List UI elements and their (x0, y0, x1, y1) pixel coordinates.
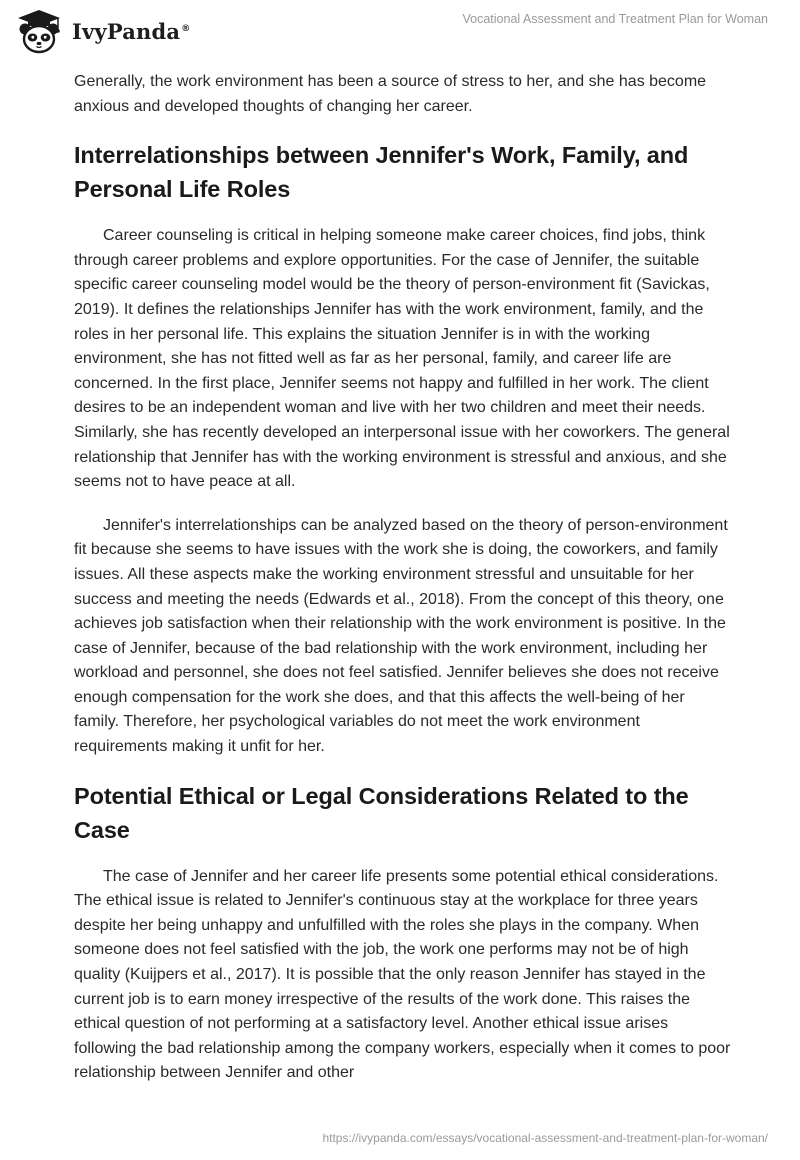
document-title: Vocational Assessment and Treatment Plan for Woman (462, 12, 768, 26)
intro-paragraph: Generally, the work environment has been a source of stress to her, and she has become anxious and developed thoughts of changing her career. (74, 73, 707, 115)
source-url[interactable]: https://ivypanda.com/essays/vocational-assessment-and-treatment-plan-for-woman/ (322, 1131, 768, 1145)
section-heading-interrelationships: Interrelationships between Jennifer's Work, Family, and Personal Life Roles (74, 142, 689, 203)
brand-name: IvyPanda® (72, 18, 191, 44)
body-paragraph: The case of Jennifer and her career life presents some potential ethical considerations. The ethical issue is related to Jennifer's continuous stay at the workplace for three years despite her being unhappy and unfulfilled with the roles she plays in the company. When someone does not feel satisfied with the job, the work one performs may not be of high quality (Kuijpers et al., 2017). It is possible that the only reason Jennifer has stayed in the current job is to earn money irrespective of the results of the work done. This raises the ethical question of not performing at a satisfactory level. Another ethical issue arises following the bad relationship among the company workers, especially when it comes to poor relationship between Jennifer and other (74, 867, 731, 1082)
panda-graduate-icon (14, 8, 64, 54)
body-paragraph: Career counseling is critical in helping someone make career choices, find jobs, think through career problems and explore opportunities. For the case of Jennifer, the suitable specific career counseling model would be the theory of person-environment fit (Savickas, 2019). It defines the relationships Jennifer has with the work environment, family, and the roles in her personal life. This explains the situation Jennifer is in with the working environment, she has not fitted well as far as her personal, family, and career life are concerned. In the first place, Jennifer seems not happy and fulfilled in her work. The client desires to be an independent woman and live with her two children and meet their needs. Similarly, she has recently developed an interpersonal issue with her coworkers. The general relationship that Jennifer has with the working environment is stressful and anxious, and she seems not to have peace at all. (74, 227, 730, 491)
page-header (0, 0, 800, 62)
brand-logo[interactable] (14, 8, 190, 54)
body-paragraph: Jennifer's interrelationships can be analyzed based on the theory of person-environment fit because she seems to have issues with the work she is doing, the coworkers, and family issues. All these aspects make the working environment stressful and unsuitable for her success and meeting the needs (Edwards et al., 2018). From the concept of this theory, one achieves job satisfaction when their relationship with the work environment is positive. In the case of Jennifer, because of the bad relationship with the work environment, including her workload and personnel, she does not feel satisfied. Jennifer believes she does not receive enough compensation for the work she does, and that this affects the well-being of her family. Therefore, her psychological variables do not meet the work environment requirements making it unfit for her. (74, 516, 728, 756)
essay-body (74, 70, 734, 1105)
registered-mark: ® (181, 23, 191, 34)
section-heading-ethical-legal: Potential Ethical or Legal Considerations Related to the Case (74, 782, 689, 843)
